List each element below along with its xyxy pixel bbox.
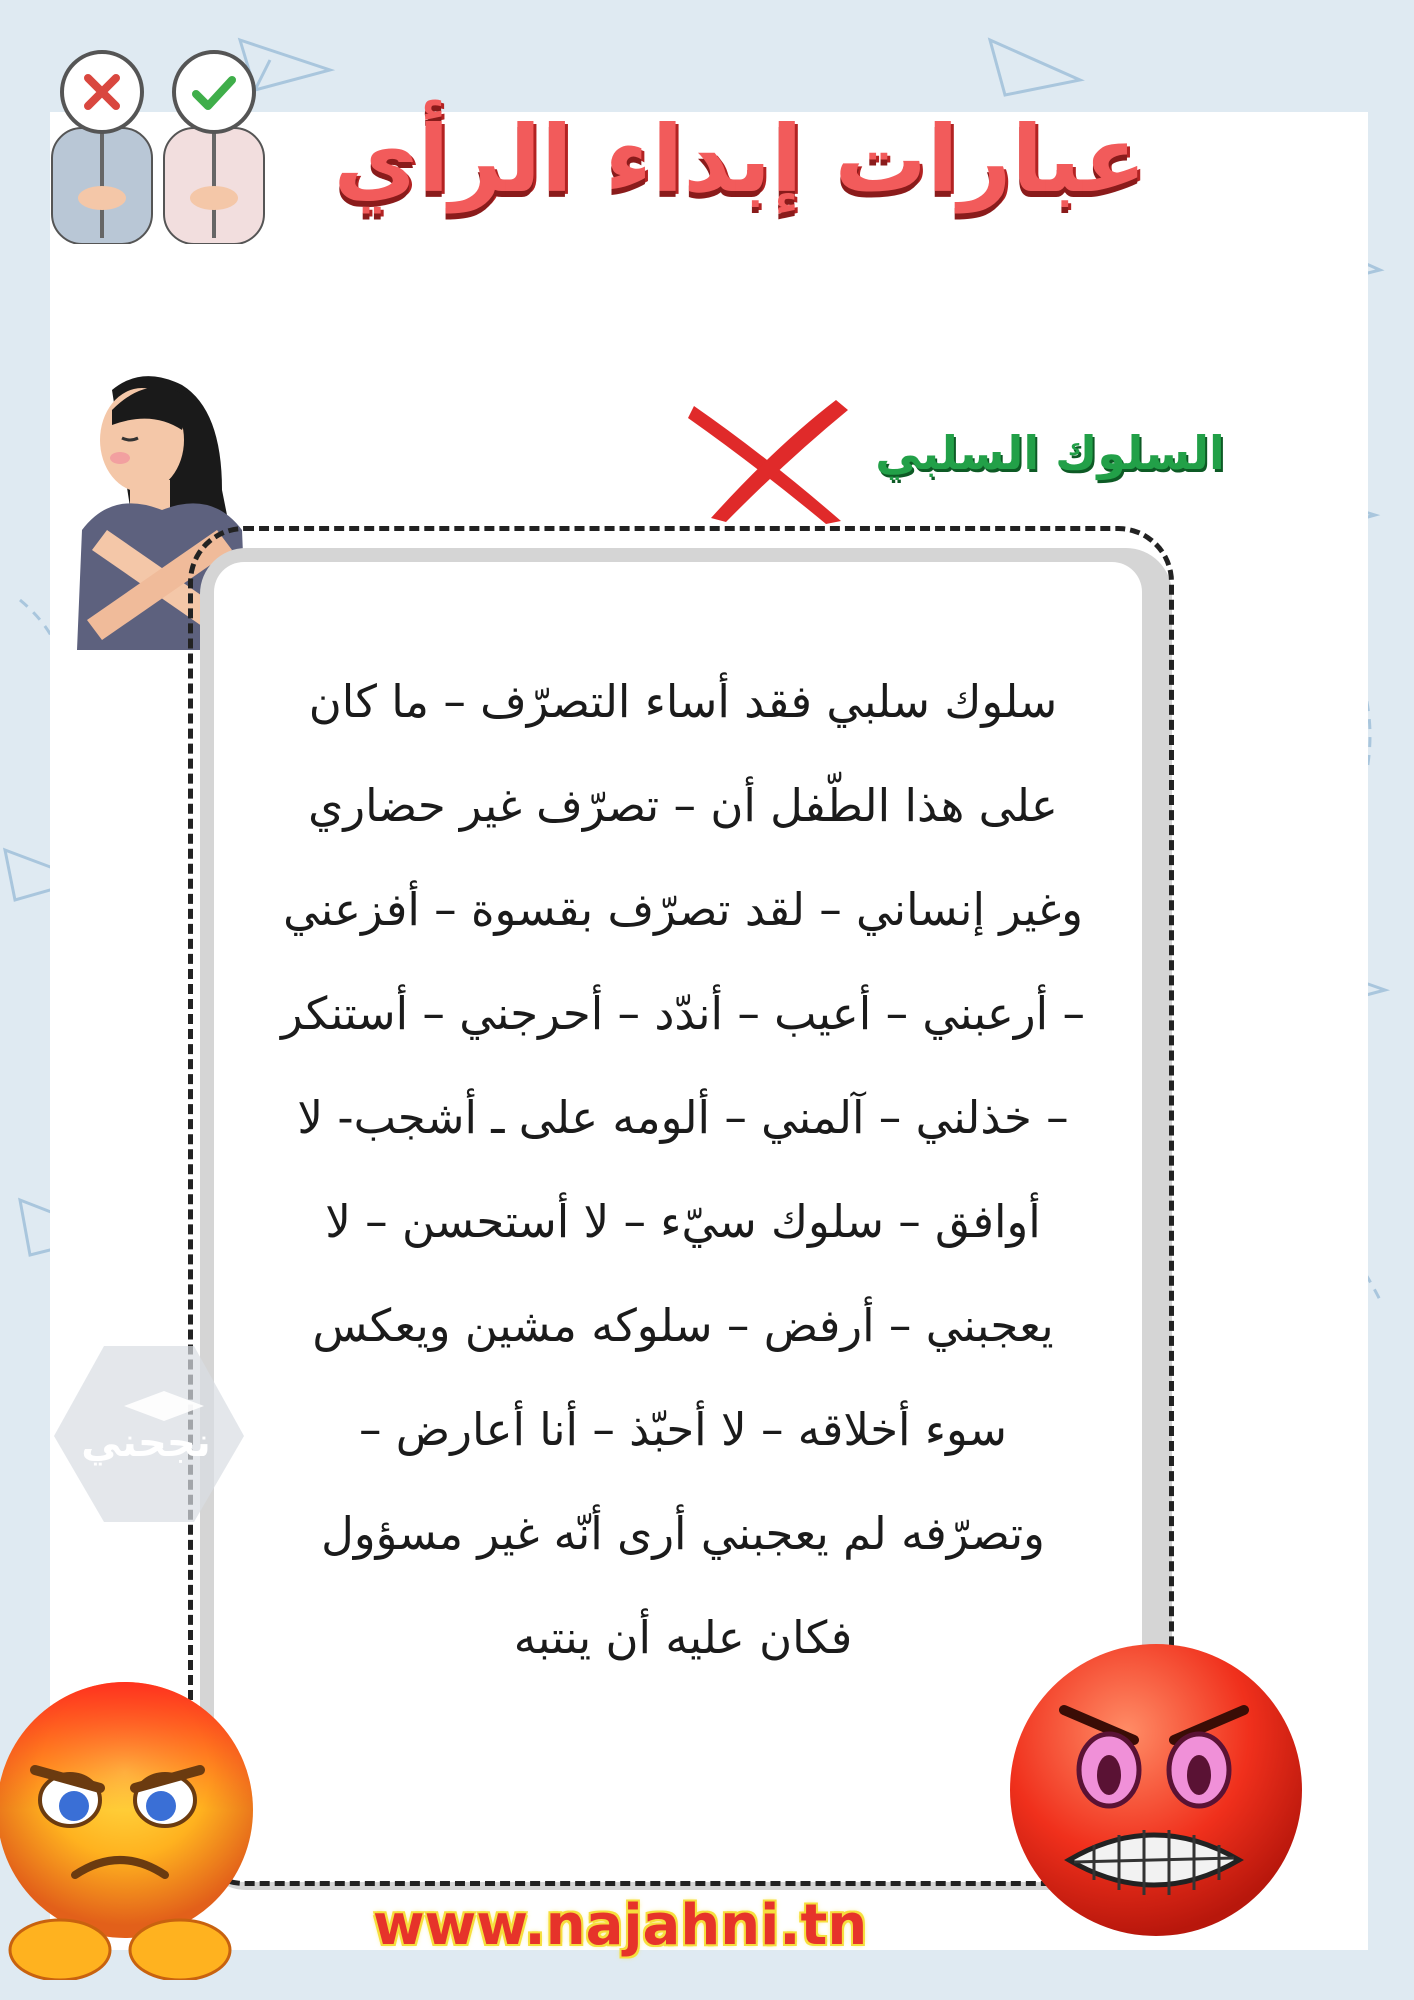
angry-emoji-icon <box>0 1660 265 1980</box>
thumbs-signs-illustration <box>42 48 274 244</box>
section-heading: السلوك السلبي <box>875 426 1225 480</box>
check-sign-icon <box>174 52 254 132</box>
page-title: عبارات إبداء الرأي <box>333 106 1147 213</box>
footer-website-link[interactable]: www.najahni.tn <box>372 1893 868 1958</box>
watermark-text: نجحني <box>81 1420 211 1466</box>
red-x-mark-icon <box>686 396 854 526</box>
furious-emoji-icon <box>1004 1640 1314 1940</box>
expressions-text: سلوك سلبي فقد أساء التصرّف – ما كان على هذا الطّفل أن – تصرّف غير حضاري وغير إنساني – لقد تصرّف بقسوة – أفزعني – أرعبني – أعيب – أندّد – أحرجني – أستنكر – خذلني – آلمني – ألومه على ـ أشجب- لا أوافق – سلوك سيّء – لا أستحسن – لا يعجبني – أرفض – سلوكه مشين ويعكس سوء أخلاقه – لا أحبّذ – أنا أعارض – وتصرّفه لم يعجبني أرى أنّه غير مسؤول فكان عليه أن ينتبه <box>281 675 1085 1664</box>
